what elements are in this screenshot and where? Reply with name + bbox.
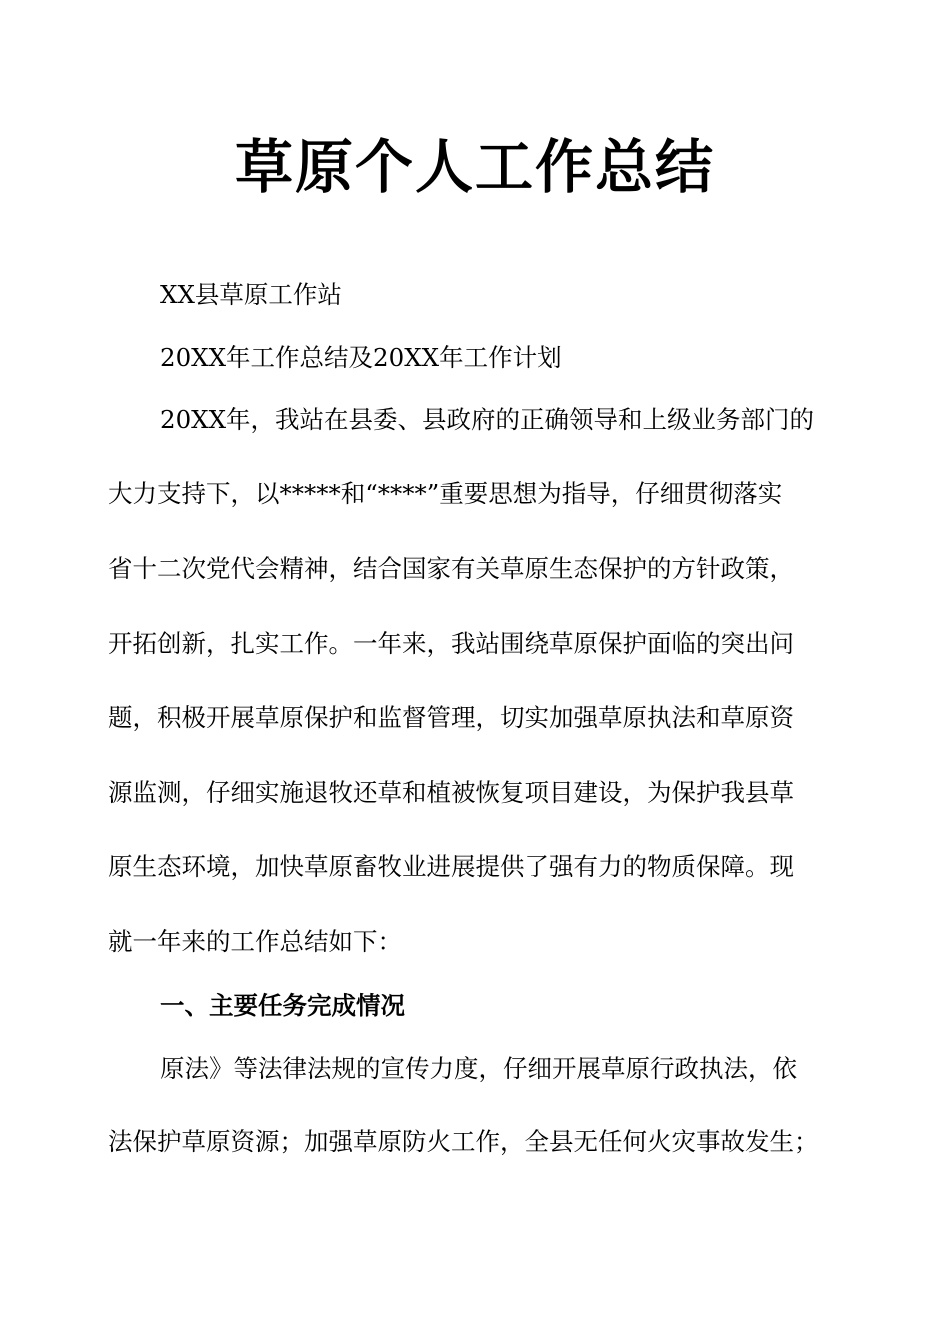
paragraph-line: 省十二次党代会精神，结合国家有关草原生态保护的方针政策， [108, 554, 794, 583]
paragraph-line: 原法》等法律法规的宣传力度，仔细开展草原行政执法，依 [160, 1054, 797, 1083]
paragraph-line: 题，积极开展草原保护和监督管理，切实加强草原执法和草原资 [108, 703, 794, 732]
document-title: 草原个人工作总结 [234, 133, 715, 201]
section-heading: 一、主要任务完成情况 [160, 991, 405, 1020]
paragraph-line: 源监测，仔细实施退牧还草和植被恢复项目建设，为保护我县草 [108, 778, 794, 807]
paragraph-line: 原生态环境，加快草原畜牧业进展提供了强有力的物质保障。现 [108, 852, 794, 881]
station-name-line: XX县草原工作站 [160, 280, 342, 309]
paragraph-line: 20XX年，我站在县委、县政府的正确领导和上级业务部门的 [160, 405, 815, 434]
paragraph-line: 就一年来的工作总结如下： [108, 927, 402, 956]
report-subtitle-line: 20XX年工作总结及20XX年工作计划 [160, 343, 562, 372]
paragraph-line: 大力支持下，以*****和“****”重要思想为指导，仔细贯彻落实 [108, 479, 783, 508]
paragraph-line: 法保护草原资源；加强草原防火工作，全县无任何火灾事故发生； [108, 1127, 819, 1156]
paragraph-line: 开拓创新，扎实工作。一年来，我站围绕草原保护面临的突出问 [108, 629, 794, 658]
